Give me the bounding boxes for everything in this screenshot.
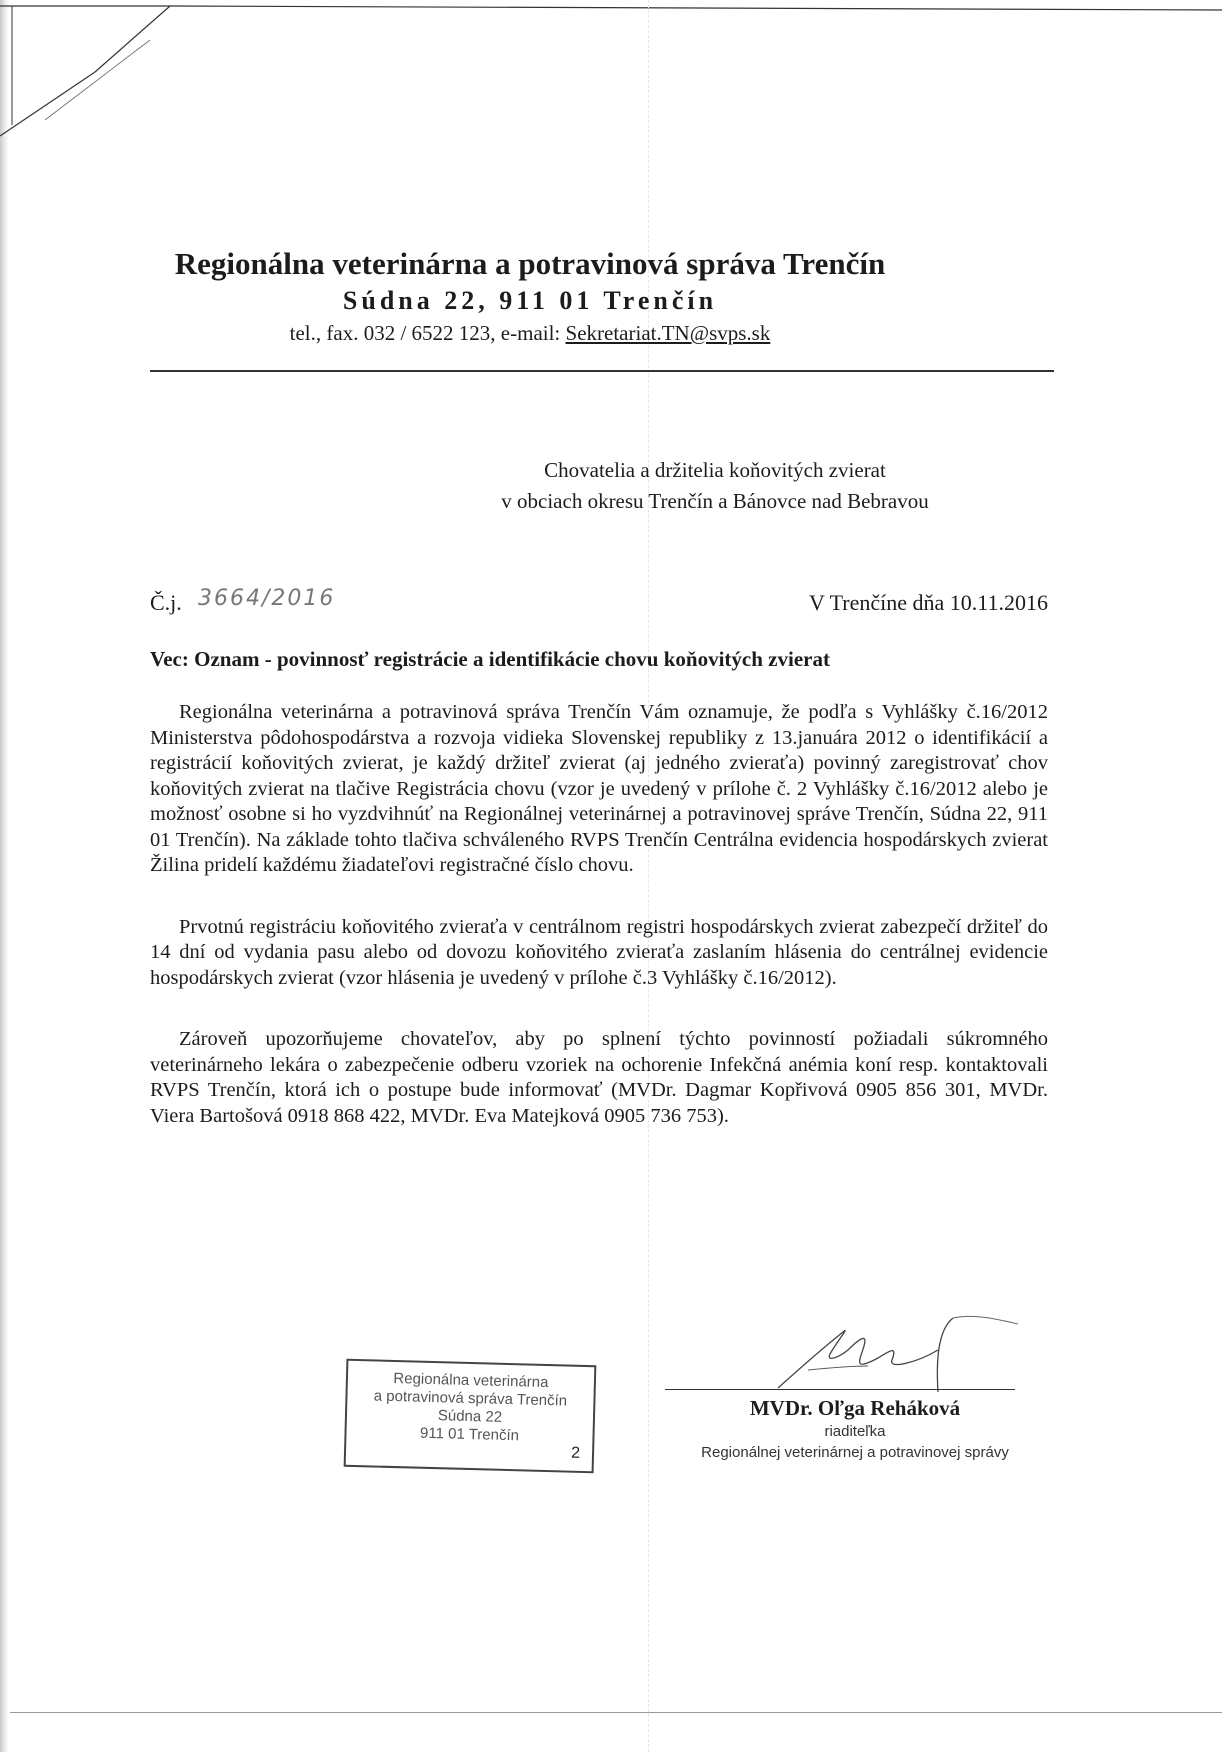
stamp-line-4: 911 01 Trenčín: [419, 1424, 520, 1445]
stamp-line-2: a potravinová správa Trenčín: [373, 1387, 568, 1410]
date-line: V Trenčíne dňa 10.11.2016: [809, 590, 1048, 615]
contact-phone: tel., fax. 032 / 6522 123, e-mail:: [289, 321, 566, 345]
handwritten-signature: [768, 1310, 1028, 1400]
reference-number-handwritten: 3664/2016: [198, 586, 336, 611]
letterhead: [140, 244, 920, 348]
email-link[interactable]: Sekretariat.TN@svps.sk: [565, 321, 771, 345]
org-address: Súdna 22, 911 01 Trenčín: [342, 286, 718, 315]
recipient-line-1: Chovatelia a držitelia koňovitých zvierat: [544, 458, 886, 482]
org-name: Regionálna veterinárna a potravinová správa Trenčín: [174, 246, 886, 281]
signature-line: [665, 1389, 1015, 1390]
subject-line: Vec: Oznam - povinnosť registrácie a identifikácie chovu koňovitých zvierat: [150, 647, 830, 671]
stamp-number: 2: [570, 1444, 581, 1462]
signature-block: [680, 1394, 1030, 1464]
bottom-edge-line: [10, 1712, 1222, 1713]
reference-row: [150, 588, 1050, 628]
letter-body: [150, 700, 1048, 1165]
folded-corner-mark: [0, 0, 1222, 160]
signer-title: riaditeľka: [824, 1423, 886, 1440]
recipient-line-2: v obciach okresu Trenčín a Bánovce nad Bebravou: [501, 489, 929, 513]
official-stamp: [344, 1359, 597, 1474]
stamp-line-3: Súdna 22: [437, 1407, 503, 1426]
body-paragraph: Zároveň upozorňujeme chovateľov, aby po splnení týchto povinností požiadali súkromného veterinárneho lekára o zabezpečenie odberu vzoriek na ochorenie Infekčná anémia koní resp. kontaktovali RVPS Trenčín, ktorá ich o postupe bude informovať (MVDr. Dagmar Kopřivová 0905 856 301, MVDr. Viera Bartošová 0918 868 422, MVDr. Eva Matejková 0905 736 753).: [150, 1028, 1048, 1127]
scan-margin: [0, 0, 9, 1752]
recipient-block: [440, 455, 990, 517]
stamp-line-1: Regionálna veterinárna: [393, 1369, 549, 1392]
signer-name: MVDr. Oľga Reháková: [749, 1396, 961, 1420]
body-paragraph: Prvotnú registráciu koňovitého zvieraťa v centrálnom registri hospodárskych zvierat zabezpečí držiteľ do 14 dní od vydania pasu alebo od dovozu koňovitého zvieraťa zaslaním hlásenia do centrálnej evidencie hospodárskych zvierat (vzor hlásenia je uvedený v prílohe č.3 Vyhlášky č.16/2012).: [150, 915, 1048, 989]
org-contact: [140, 318, 920, 348]
signer-organization: Regionálnej veterinárnej a potravinovej správy: [701, 1444, 1009, 1461]
reference-label: Č.j.: [150, 590, 182, 615]
letterhead-divider: [150, 370, 1054, 372]
body-paragraph: Regionálna veterinárna a potravinová správa Trenčín Vám oznamuje, že podľa s Vyhlášky č.16/2012 Ministerstva pôdohospodárstva a rozvoja vidieka Slovenskej republiky z 13.januára 2012 o identifikácií a registrácií koňovitých zvierat, je každý držiteľ zvierat (aj jedného zvieraťa) povinný zaregistrovať chov koňovitých zvierat na tlačive Registrácia chovu (vzor je uvedený v prílohe č. 2 Vyhlášky č.16/2012 alebo je možnosť osobne si ho vyzdvihnúť na Regionálnej veterinárnej a potravinovej správe Trenčín, Súdna 22, 911 01 Trenčín). Na základe tohto tlačiva schváleného RVPS Trenčín Centrálna evidencia hospodárskych zvierat Žilina pridelí každému žiadateľovi registračné číslo chovu.: [150, 701, 1048, 876]
